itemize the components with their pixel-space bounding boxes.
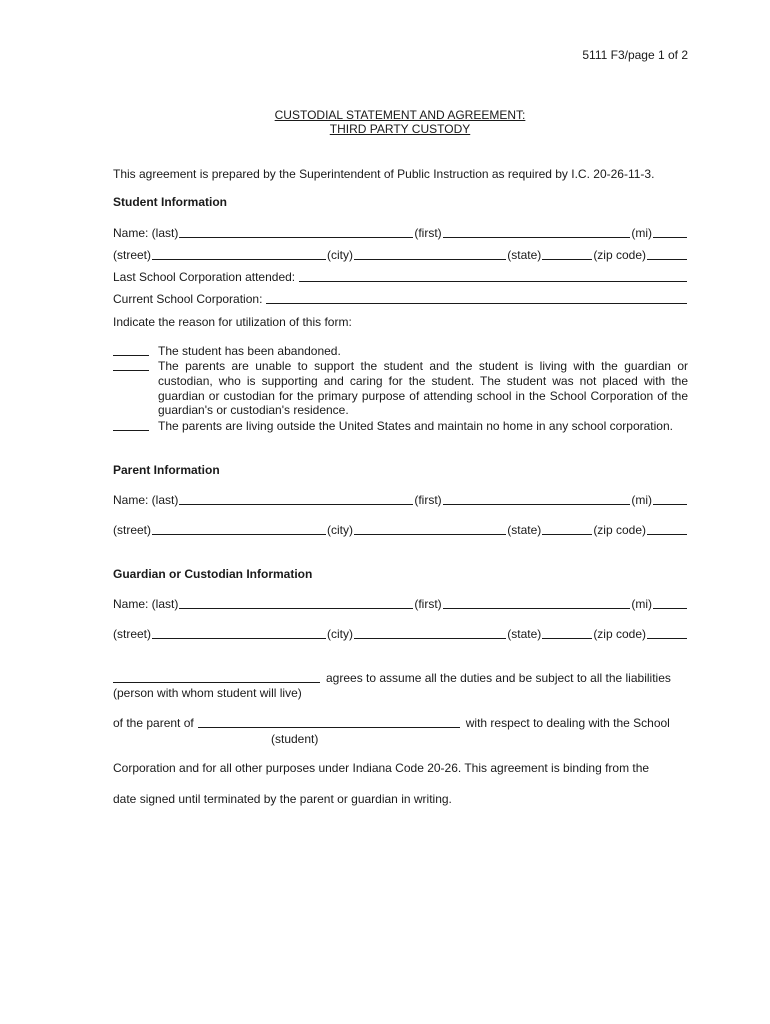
reason-2-text: The parents are unable to support the student and the student is living with the guardian or custodian, who is supporting and caring for the student. The student was not placed with the guardian or custodian for the primary purpose of attending school in the School Corporation of the guardian's or custodian's residence. (158, 359, 688, 418)
student-street-label: (street) (113, 248, 152, 262)
person-with-student-field[interactable] (113, 671, 320, 683)
student-last-name-label: Name: (last) (113, 226, 179, 240)
of-parent-label: of the parent of (113, 716, 194, 730)
parent-state-field[interactable] (542, 523, 592, 535)
reason-1-checkbox-line[interactable] (113, 344, 149, 356)
agreement-person-row (113, 671, 688, 685)
agrees-text: agrees to assume all the duties and be subject to all the liabilities (326, 671, 671, 685)
student-last-name-field[interactable] (179, 226, 413, 238)
student-zip-label: (zip code) (593, 248, 646, 262)
closing-line-1: Corporation and for all other purposes under Indiana Code 20-26. This agreement is binding from the (113, 761, 650, 775)
parent-last-name-label: Name: (last) (113, 493, 179, 507)
parent-city-label: (city) (327, 523, 354, 537)
parent-zip-label: (zip code) (593, 523, 646, 537)
parent-state-label: (state) (507, 523, 542, 537)
guardian-mi-field[interactable] (653, 597, 687, 609)
guardian-last-name-label: Name: (last) (113, 597, 179, 611)
student-mi-label: (mi) (631, 226, 652, 240)
current-school-row (113, 292, 688, 306)
student-zip-field[interactable] (647, 248, 687, 260)
guardian-street-field[interactable] (152, 627, 326, 639)
student-caption: (student) (271, 732, 319, 746)
person-caption: (person with whom student will live) (113, 686, 302, 700)
student-city-field[interactable] (354, 248, 506, 260)
current-school-label: Current School Corporation: (113, 292, 263, 306)
guardian-name-row (113, 597, 688, 611)
parent-street-field[interactable] (152, 523, 326, 535)
guardian-state-label: (state) (507, 627, 542, 641)
agreement-student-row (113, 716, 688, 730)
parent-mi-label: (mi) (631, 493, 652, 507)
respect-text: with respect to dealing with the School (465, 716, 670, 730)
agreement-student-field[interactable] (198, 716, 460, 728)
student-city-label: (city) (327, 248, 354, 262)
student-info-heading: Student Information (113, 195, 227, 209)
last-school-row (113, 270, 688, 284)
student-first-name-label: (first) (414, 226, 442, 240)
reason-3-text: The parents are living outside the United States and maintain no home in any school corporation. (158, 419, 673, 433)
guardian-mi-label: (mi) (631, 597, 652, 611)
guardian-address-row (113, 627, 688, 641)
parent-address-row (113, 523, 688, 537)
form-title-line2: THIRD PARTY CUSTODY (329, 122, 471, 136)
reason-1-text: The student has been abandoned. (158, 344, 341, 358)
current-school-field[interactable] (266, 292, 687, 304)
last-school-field[interactable] (299, 270, 687, 282)
guardian-zip-field[interactable] (647, 627, 687, 639)
guardian-last-name-field[interactable] (179, 597, 413, 609)
guardian-state-field[interactable] (542, 627, 592, 639)
student-first-name-field[interactable] (443, 226, 631, 238)
parent-last-name-field[interactable] (179, 493, 413, 505)
parent-first-name-label: (first) (414, 493, 442, 507)
guardian-city-field[interactable] (354, 627, 506, 639)
student-mi-field[interactable] (653, 226, 687, 238)
reason-3-checkbox-line[interactable] (113, 419, 149, 431)
parent-street-label: (street) (113, 523, 152, 537)
student-name-row (113, 226, 688, 240)
guardian-city-label: (city) (327, 627, 354, 641)
form-title-line1: CUSTODIAL STATEMENT AND AGREEMENT: (274, 108, 526, 122)
reason-2-checkbox-line[interactable] (113, 359, 149, 371)
guardian-street-label: (street) (113, 627, 152, 641)
student-street-field[interactable] (152, 248, 326, 260)
guardian-info-heading: Guardian or Custodian Information (113, 567, 313, 581)
student-state-field[interactable] (542, 248, 592, 260)
student-state-label: (state) (507, 248, 542, 262)
closing-line-2: date signed until terminated by the parent or guardian in writing. (113, 792, 452, 806)
page-number: 5111 F3/page 1 of 2 (582, 48, 688, 62)
student-address-row (113, 248, 688, 262)
parent-name-row (113, 493, 688, 507)
reason-option-2 (113, 359, 688, 418)
guardian-zip-label: (zip code) (593, 627, 646, 641)
guardian-first-name-label: (first) (414, 597, 442, 611)
reason-option-3 (113, 419, 688, 434)
parent-info-heading: Parent Information (113, 463, 220, 477)
parent-first-name-field[interactable] (443, 493, 631, 505)
reason-prompt: Indicate the reason for utilization of this form: (113, 315, 352, 329)
parent-city-field[interactable] (354, 523, 506, 535)
guardian-first-name-field[interactable] (443, 597, 631, 609)
reason-option-1 (113, 344, 688, 359)
last-school-label: Last School Corporation attended: (113, 270, 296, 284)
parent-mi-field[interactable] (653, 493, 687, 505)
parent-zip-field[interactable] (647, 523, 687, 535)
intro-text: This agreement is prepared by the Superintendent of Public Instruction as required by I.C. 20-26-11-3. (113, 167, 655, 181)
